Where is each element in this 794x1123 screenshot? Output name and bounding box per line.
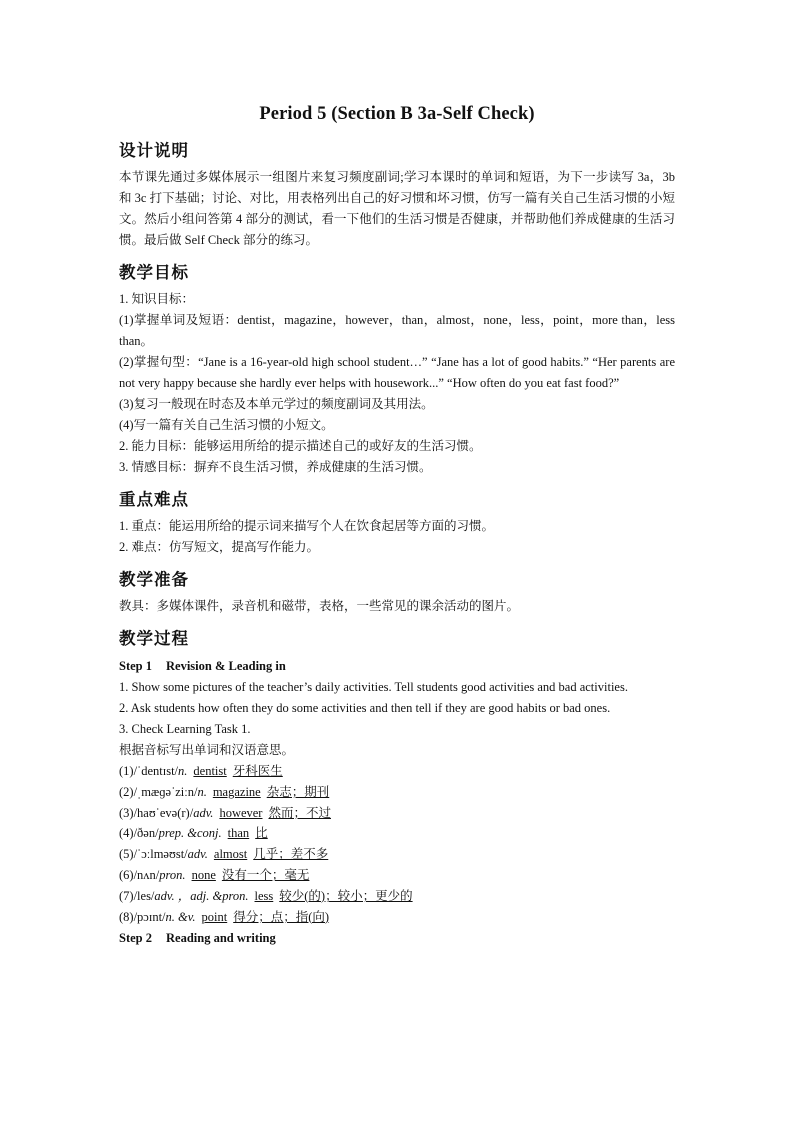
vocab-item: (7)/les/adv. ，adj. &pron. less 较少(的)；较小；更少的 (119, 888, 413, 903)
design-paragraph: 本节课先通过多媒体展示一组图片来复习频度副词;学习本课时的单词和短语，为下一步读写 3a，3b 和 3c 打下基础；讨论、对比，用表格列出自己的好习惯和坏习惯，仿写一篇有关自己生活习惯的小短文。然后小组问答第 4 部分的测试，看一下他们的生活习惯是否健康，并帮助他们养成健康的生活习惯。最后做 Self Check 部分的练习。 (119, 170, 675, 247)
step-1-heading (119, 655, 675, 677)
objectives-heading: 教学目标 (119, 263, 189, 282)
design-heading: 设计说明 (119, 141, 189, 160)
objective-line: 2. 能力目标：能够运用所给的提示描述自己的或好友的生活习惯。 (119, 439, 482, 453)
process-heading: 教学过程 (119, 629, 189, 648)
page-title: Period 5 (Section B 3a-Self Check) (259, 104, 535, 124)
objective-line: 1. 知识目标： (119, 292, 195, 306)
step-1-item: 2. Ask students how often they do some activities and then tell if they are good habits or bad ones. (119, 701, 611, 715)
vocab-item: (6)/nʌn/pron. none 没有一个；毫无 (119, 867, 310, 882)
vocab-item: (4)/ðən/prep. &conj. than 比 (119, 826, 268, 841)
keypoint-line: 2. 难点：仿写短文，提高写作能力。 (119, 540, 320, 554)
vocab-item: (2)/ˌmæɡəˈziːn/n. magazine 杂志；期刊 (119, 784, 330, 799)
step-1-item: 根据音标写出单词和汉语意思。 (119, 743, 295, 757)
objective-line: (3)复习一般现在时态及本单元学过的频度副词及其用法。 (119, 397, 434, 411)
step-1-item: 1. Show some pictures of the teacher’s daily activities. Tell students good activities and bad activities. (119, 680, 628, 694)
step-2-heading (119, 927, 675, 949)
vocab-item: (1)/ˈdentɪst/n. dentist 牙科医生 (119, 764, 283, 778)
keypoints-heading: 重点难点 (119, 490, 189, 509)
document-page (119, 100, 675, 949)
step-2-number: Step 2 (119, 931, 152, 946)
vocab-item: (3)/haʊˈevə(r)/adv. however 然而；不过 (119, 805, 331, 820)
step-2-title: Reading and writing (166, 931, 276, 946)
objective-line: (1)掌握单词及短语：dentist，magazine，however，than，almost，none，less，point，more than，less than。 (119, 313, 675, 348)
vocab-item: (5)/ˈɔːlməʊst/adv. almost 几乎；差不多 (119, 847, 329, 862)
step-1-number: Step 1 (119, 659, 152, 673)
vocab-list (119, 761, 675, 927)
keypoint-line: 1. 重点：能运用所给的提示词来描写个人在饮食起居等方面的习惯。 (119, 519, 495, 533)
objective-line: 3. 情感目标：摒弃不良生活习惯，养成健康的生活习惯。 (119, 460, 432, 474)
prep-line: 教具：多媒体课件，录音机和磁带，表格，一些常见的课余活动的图片。 (119, 599, 520, 613)
step-1-item: 3. Check Learning Task 1. (119, 722, 251, 736)
step-1-title: Revision & Leading in (166, 659, 286, 673)
objective-line: (4)写一篇有关自己生活习惯的小短文。 (119, 418, 334, 432)
objective-line: (2)掌握句型：“Jane is a 16-year-old high school student…” “Jane has a lot of good habits.” “Her parents are not very happy because she hardly ever helps with housework...” “How often do you eat fast food?” (119, 355, 675, 390)
prep-heading: 教学准备 (119, 570, 189, 589)
vocab-item: (8)/pɔɪnt/n. &v. point 得分；点；指(向) (119, 909, 330, 924)
